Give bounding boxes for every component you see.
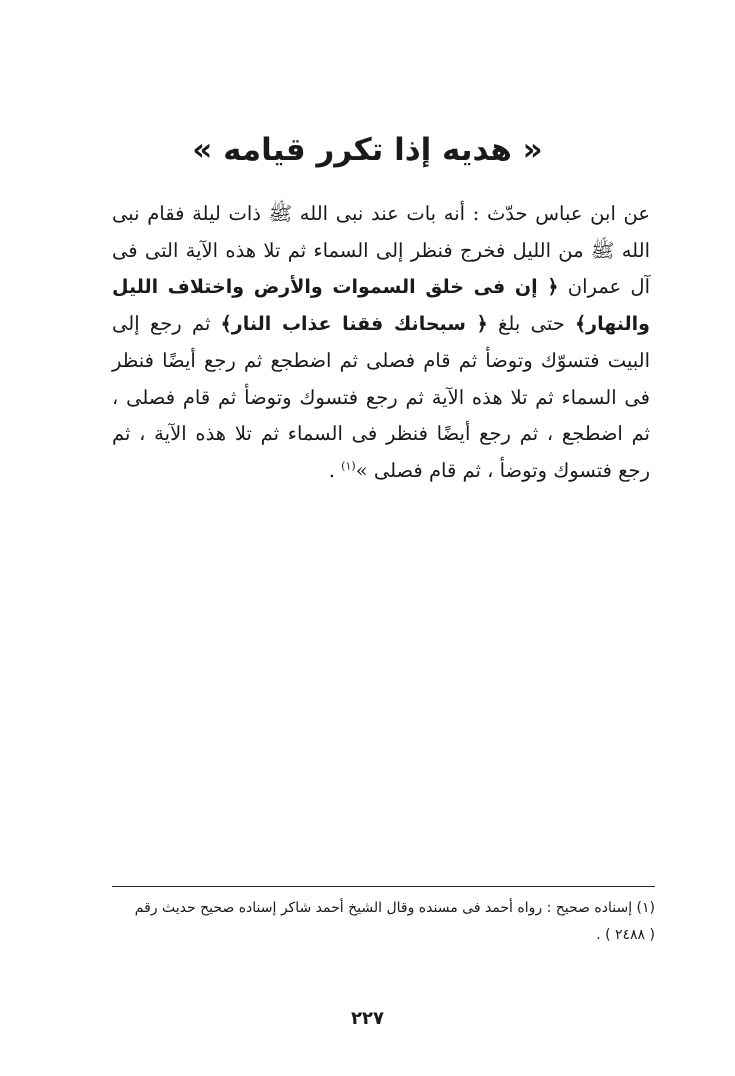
hadith-paragraph <box>112 196 650 490</box>
body-text-part: عن ابن عباس حدّث : أنه بات عند نبى الله ﷺ ذات ليلة فقام نبى الله ﷺ من الليل فخرج فنظر إلى السماء ثم تلا هذه الآية التى فى آل عمران <box>112 202 651 299</box>
footnote-line: (١) إسناده صحيح : رواه أحمد فى مسنده وقال الشيخ أحمد شاكر إسناده صحيح حديث رقم <box>134 900 655 916</box>
section-title: « هديه إذا تكرر قيامه » <box>192 132 543 168</box>
page-number: ٢٢٧ <box>351 1008 384 1029</box>
quran-verse: ﴿ إن فى خلق السموات والأرض واختلاف الليل والنهار﴾ <box>112 276 650 336</box>
footnote-divider <box>112 886 655 887</box>
footnote-reference: (١) <box>341 459 356 473</box>
body-text-part: حتى بلغ <box>487 312 576 336</box>
footnote-line: ( ٢٤٨٨ ) . <box>596 927 655 943</box>
quran-verse: ﴿ سبحانك فقنا عذاب النار﴾ <box>220 313 488 336</box>
body-text-part: ثم رجع إلى البيت فتسوّك وتوضأ ثم قام فصلى ثم اضطجع ثم رجع أيضًا فنظر فى السماء ثم تلا هذه الآية ثم رجع فتسوك وتوضأ ثم قام فصلى ، ثم اضطجع ، ثم رجع أيضًا فنظر فى السماء ثم تلا هذه الآية ، ثم رجع فتسوك وتوضأ ، ثم قام فصلى » <box>112 312 650 482</box>
footnote <box>112 895 655 949</box>
body-text-end: . <box>328 458 342 482</box>
